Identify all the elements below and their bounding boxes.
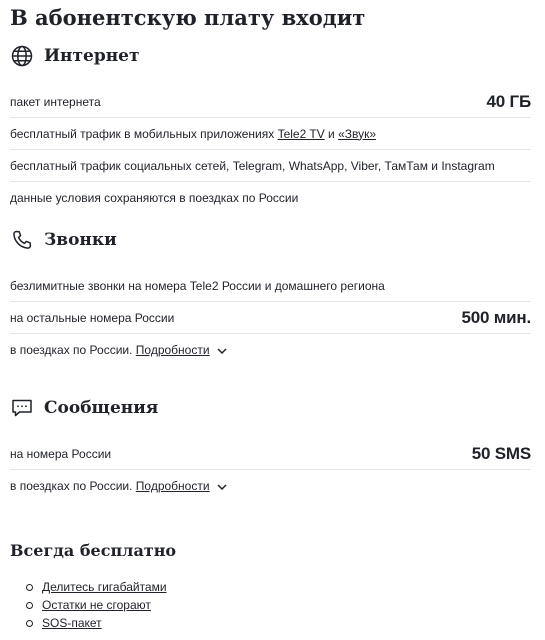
messages-travel-label — [10, 479, 228, 493]
list-item — [26, 614, 167, 632]
internet-package-row — [10, 86, 531, 118]
calls-travel-label — [10, 343, 228, 357]
calls-other-label: на остальные номера России — [10, 310, 175, 325]
globe-icon — [10, 44, 34, 68]
bullet-icon — [26, 620, 33, 627]
internet-travel-label: данные условия сохраняются в поездках по России — [10, 191, 299, 205]
messages-travel-prefix: в поездках по России. — [10, 479, 136, 493]
tele2-tv-link[interactable]: Tele2 TV — [277, 126, 325, 141]
messages-section-header — [10, 393, 158, 423]
list-item — [26, 596, 167, 614]
share-gigabytes-link[interactable]: Делитесь гигабайтами — [42, 580, 167, 594]
calls-other-row — [10, 302, 531, 334]
calls-details-link[interactable]: Подробности — [135, 343, 210, 357]
internet-title: Интернет — [44, 46, 140, 66]
internet-apps-row — [10, 118, 531, 150]
internet-apps-prefix: бесплатный трафик в мобильных приложениях — [10, 126, 278, 141]
sos-package-link[interactable]: SOS-пакет — [42, 616, 102, 630]
chevron-down-icon[interactable] — [216, 481, 228, 493]
zvuk-link[interactable]: «Звук» — [338, 126, 377, 141]
messages-title: Сообщения — [44, 398, 159, 418]
calls-unlimited-row — [10, 270, 531, 302]
internet-apps-label — [10, 127, 376, 141]
list-item — [26, 578, 167, 596]
messages-russia-label: на номера России — [10, 446, 112, 461]
internet-package-value: 40 ГБ — [486, 91, 531, 111]
calls-other-value: 500 мин. — [461, 307, 531, 327]
messages-russia-value: 50 SMS — [471, 443, 531, 463]
chevron-down-icon[interactable] — [216, 345, 228, 357]
bullet-icon — [26, 584, 33, 591]
calls-travel-row — [10, 334, 531, 366]
calls-section-header — [10, 225, 117, 255]
internet-travel-row — [10, 182, 531, 214]
page-title: В абонентскую плату входит — [10, 5, 366, 30]
messages-details-link[interactable]: Подробности — [135, 479, 210, 493]
rollover-balance-link[interactable]: Остатки не сгорают — [42, 598, 151, 612]
internet-apps-and: и — [324, 126, 339, 141]
messages-travel-row — [10, 470, 531, 502]
internet-social-label: бесплатный трафик социальных сетей, Telegram, WhatsApp, Viber, ТамТам и Instagram — [10, 158, 495, 173]
internet-section-header — [10, 41, 140, 71]
phone-icon — [10, 228, 34, 252]
messages-russia-row — [10, 438, 531, 470]
chat-bubble-icon — [10, 396, 34, 420]
internet-package-label: пакет интернета — [10, 94, 101, 109]
calls-travel-prefix: в поездках по России. — [10, 343, 136, 357]
calls-title: Звонки — [44, 230, 117, 250]
bullet-icon — [26, 602, 33, 609]
always-free-list — [26, 578, 167, 632]
internet-social-row — [10, 150, 531, 182]
always-free-title: Всегда бесплатно — [10, 541, 177, 560]
calls-unlimited-label: безлимитные звонки на номера Tele2 России и домашнего региона — [10, 278, 385, 293]
